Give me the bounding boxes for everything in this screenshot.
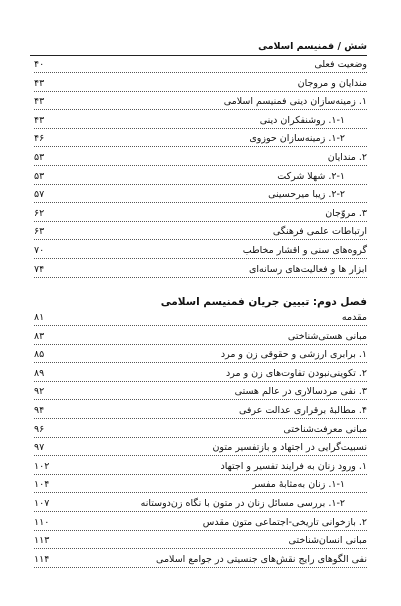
toc-entry — [34, 441, 367, 456]
toc-entry-page: ۸۱ — [34, 311, 47, 324]
toc-entry-title: گروه‌های سنی و اقشار مخاطب — [240, 244, 367, 257]
toc-entry-page: ۱۰۲ — [34, 460, 52, 473]
toc-entry-title: مبانی انسان‌شناختی — [286, 534, 367, 547]
header-title: شش / فمنیسم اسلامی — [254, 41, 367, 52]
toc-entry-page: ۱۰۷ — [34, 497, 52, 510]
toc-entry-title: ابزار ها و فعالیت‌های رسانه‌ای — [246, 263, 367, 276]
toc-entry — [34, 497, 367, 512]
toc-entry-title: ۴. مطالبهٔ برقراری عدالت عرفی — [236, 404, 367, 417]
chapter-title: فصل دوم: تبیین جریان فمنیسم اسلامی — [160, 296, 367, 308]
toc-entry — [34, 534, 367, 549]
toc-entry-title: ۳. نفی مردسالاری در عالم هستی — [232, 385, 367, 398]
toc-entry — [34, 367, 367, 382]
toc-entry-title: ۱-۱. زنان به‌مثابهٔ مفسر — [249, 478, 345, 491]
toc-entry-page: ۹۶ — [34, 423, 47, 436]
toc-entry — [34, 404, 367, 419]
toc-entry-page: ۸۹ — [34, 367, 47, 380]
toc-entry-title: ۲-۱. شهلا شرکت — [274, 170, 345, 183]
toc-entry-title: نفی الگوهای رایج نقش‌های جنسیتی در جوامع اسلامی — [153, 553, 367, 566]
toc-entry-page: ۴۶ — [34, 132, 47, 145]
page-header — [30, 41, 367, 56]
toc-entry — [34, 188, 367, 203]
toc-entry-page: ۵۳ — [34, 170, 47, 183]
toc-entry — [34, 385, 367, 400]
toc-entry-title: ۱. زمینه‌سازان دینی فمنیسم اسلامی — [221, 95, 367, 108]
toc-entry-page: ۸۵ — [34, 348, 47, 361]
toc-entry — [34, 114, 367, 129]
toc-entry — [34, 460, 367, 475]
toc-entry — [34, 348, 367, 363]
toc-entry-page: ۴۰ — [34, 58, 47, 71]
toc-entry-title: ۱. برابری ارزشی و حقوقی زن و مرد — [218, 348, 367, 361]
toc-entry — [34, 478, 367, 493]
toc-entry — [34, 207, 367, 222]
toc-entry — [34, 311, 367, 326]
toc-entry — [34, 151, 367, 166]
toc-entry — [34, 516, 367, 531]
toc-entry — [34, 553, 367, 568]
toc-entry-title: ۲. تکوینی‌نبودن تفاوت‌های زن و مرد — [223, 367, 367, 380]
toc-entry — [34, 58, 367, 73]
toc-entry — [34, 132, 367, 147]
toc-entry-page: ۴۳ — [34, 95, 47, 108]
toc-entry-title: ۲-۲. زیبا میرحسینی — [265, 188, 345, 201]
toc-entry-title: وضعیت فعلی — [311, 58, 367, 71]
toc-entry-title: مبانی هستی‌شناختی — [285, 330, 367, 343]
toc-entry — [34, 423, 367, 438]
toc-entry-title: ۳. مروّجان — [322, 207, 367, 220]
toc-entry — [34, 77, 367, 92]
toc-entry-page: ۸۳ — [34, 330, 47, 343]
toc-entry — [34, 263, 367, 278]
toc-entry-title: مبانی معرفت‌شناختی — [280, 423, 367, 436]
toc-entry-page: ۷۰ — [34, 244, 47, 257]
toc-entry-title: نسبیت‌گرایی در اجتهاد و بازتفسیر متون — [209, 441, 367, 454]
toc-entry-title: ۱-۲. بررسی مسائل زنان در متون با نگاه زن‌دوستانه — [138, 497, 345, 510]
toc-entry — [34, 225, 367, 240]
toc-entry-page: ۶۳ — [34, 225, 47, 238]
toc-entry-page: ۱۱۰ — [34, 516, 52, 529]
toc-entry-page: ۶۲ — [34, 207, 47, 220]
toc-entry-page: ۹۷ — [34, 441, 47, 454]
toc-entry-page: ۴۳ — [34, 77, 47, 90]
toc-entry-page: ۱۰۴ — [34, 478, 52, 491]
toc-entry — [34, 330, 367, 345]
toc-entry-title: ارتباطات علمی فرهنگی — [270, 225, 367, 238]
toc-entry — [34, 170, 367, 185]
toc-entry-page: ۹۴ — [34, 404, 47, 417]
toc-entry-title: ۲. مندایان — [325, 151, 367, 164]
toc-entry-page: ۹۲ — [34, 385, 47, 398]
toc-entry-title: ۲. بازخوانی تاریخی-اجتماعی متون مقدس — [200, 516, 367, 529]
toc-entry-page: ۱۱۳ — [34, 534, 52, 547]
toc-entry-title: ۱-۱. روشنفکران دینی — [257, 114, 345, 127]
toc-entry-title: مقدمه — [339, 311, 367, 324]
toc-entry-page: ۷۴ — [34, 263, 47, 276]
toc-entry — [34, 244, 367, 259]
toc-entry — [34, 95, 367, 110]
toc-entry-title: ۱. ورود زنان به فرایند تفسیر و اجتهاد — [217, 460, 367, 473]
toc-entry-title: ۱-۲. زمینه‌سازان حوزوی — [246, 132, 345, 145]
toc-entry-title: مندایان و مروجان — [295, 77, 367, 90]
toc-entry-page: ۱۱۴ — [34, 553, 52, 566]
toc-entry-page: ۵۳ — [34, 151, 47, 164]
toc-entry-page: ۵۷ — [34, 188, 47, 201]
toc-entry-page: ۴۳ — [34, 114, 47, 127]
